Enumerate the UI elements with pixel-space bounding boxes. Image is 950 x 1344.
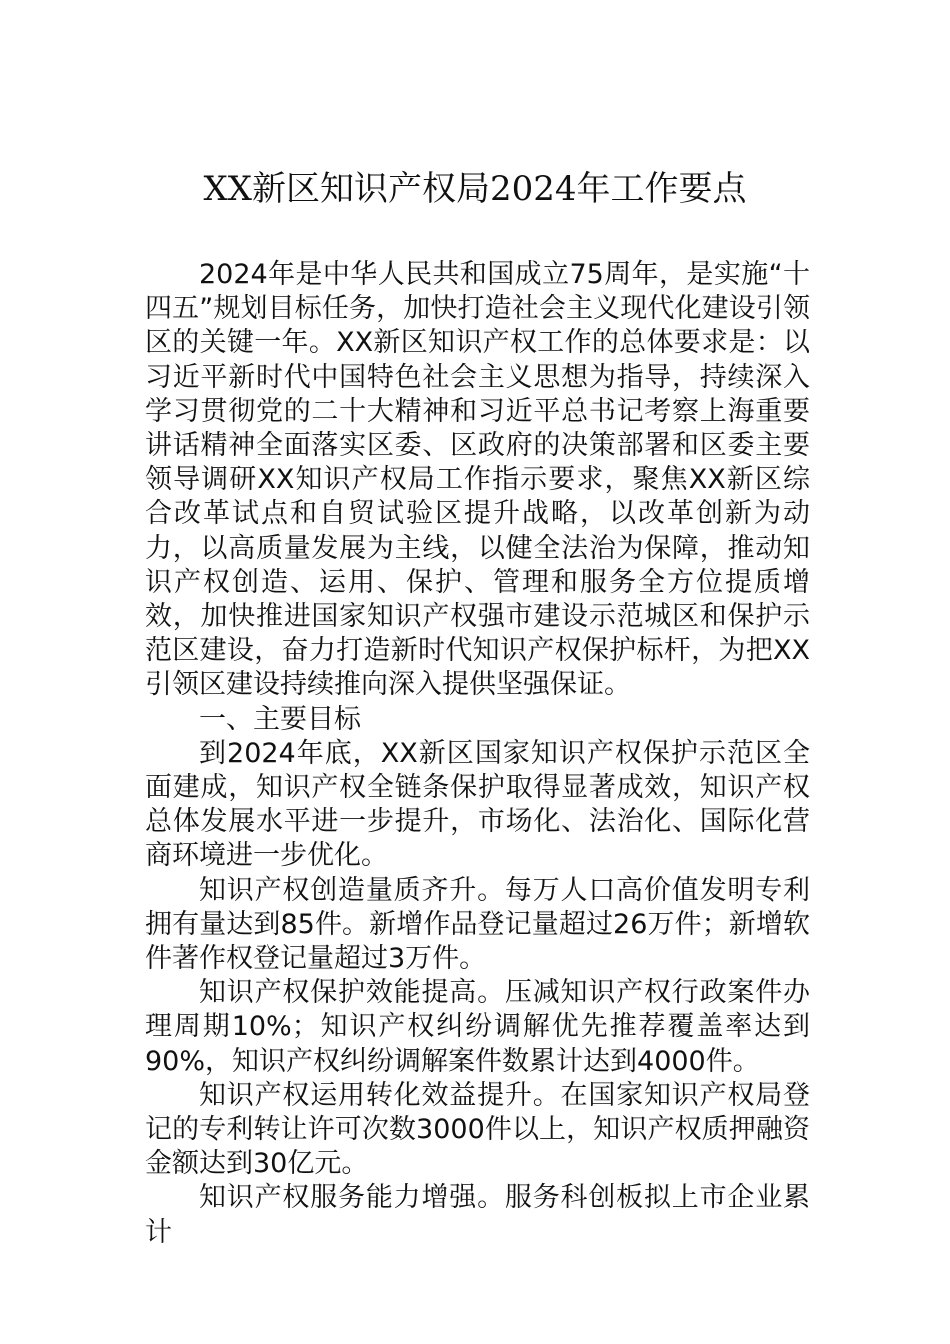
intro-paragraph: 2024年是中华人民共和国成立75周年，是实施“十四五”规划目标任务，加快打造社会主义现代化建设引领区的关键一年。XX新区知识产权工作的总体要求是：以习近平新时代中国特色社会主义思想为指导，持续深入学习贯彻党的二十大精神和习近平总书记考察上海重要讲话精神全面落实区委、区政府的决策部署和区委主要领导调研XX知识产权局工作指示要求，聚焦XX新区综合改革试点和自贸试验区提升战略，以改革创新为动力，以高质量发展为主线，以健全法治为保障，推动知识产权创造、运用、保护、管理和服务全方位提质增效，加快推进国家知识产权强市建设示范城区和保护示范区建设，奋力打造新时代知识产权保护标杆，为把XX引领区建设持续推向深入提供坚强保证。	[145, 259, 810, 701]
page-title: XX新区知识产权局2024年工作要点	[203, 169, 747, 209]
goal-overall-paragraph: 到2024年底，XX新区国家知识产权保护示范区全面建成，知识产权全链条保护取得显著成效，知识产权总体发展水平进一步提升，市场化、法治化、国际化营商环境进一步优化。	[145, 737, 810, 872]
section-heading-main-goals: 一、主要目标	[199, 703, 361, 735]
document-body	[145, 258, 810, 1250]
goal-protection-paragraph: 知识产权保护效能提高。压减知识产权行政案件办理周期10%；知识产权纠纷调解优先推荐覆盖率达到90%，知识产权纠纷调解案件数累计达到4000件。	[145, 977, 810, 1077]
goal-utilization-paragraph: 知识产权运用转化效益提升。在国家知识产权局登记的专利转让许可次数3000件以上，知识产权质押融资金额达到30亿元。	[145, 1079, 810, 1180]
goal-creation-paragraph: 知识产权创造量质齐升。每万人口高价值发明专利拥有量达到85件。新增作品登记量超过26万件；新增软件著作权登记量超过3万件。	[145, 874, 810, 975]
goal-service-paragraph: 知识产权服务能力增强。服务科创板拟上市企业累计	[145, 1182, 810, 1248]
